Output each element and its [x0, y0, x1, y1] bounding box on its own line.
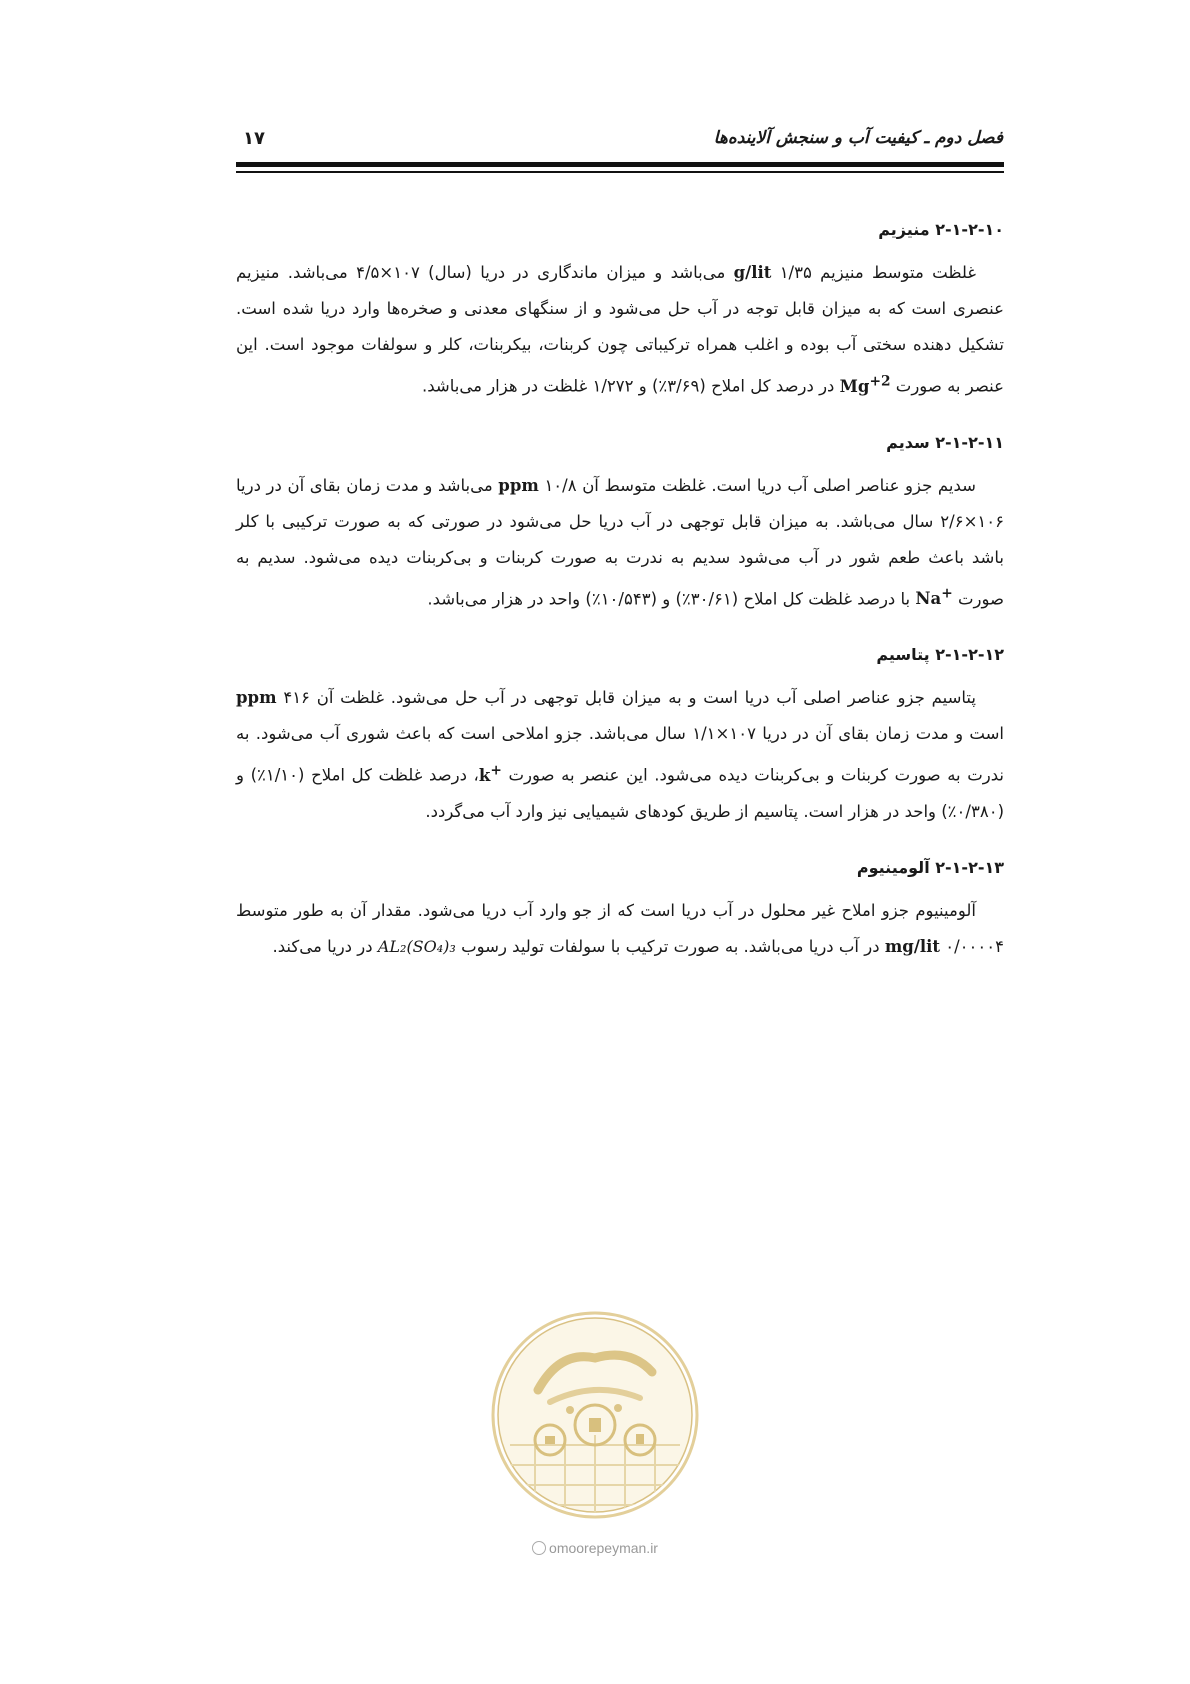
ion-charge: +	[941, 585, 953, 602]
unit-label: ppm	[498, 475, 539, 495]
text-run: با درصد غلظت کل املاح (۳۰/۶۱٪) و (۱۰/۵۴۳٪) واحد در هزار می‌باشد.	[427, 589, 916, 608]
ion-symbol: k	[478, 765, 491, 785]
website-url[interactable]	[480, 1540, 710, 1556]
section-heading-aluminium: ۲-۱-۲-۱۳ آلومینیوم	[856, 857, 1004, 877]
unit-label: ppm	[236, 688, 277, 707]
text-run: در دریا می‌کند.	[272, 936, 378, 956]
body-content	[236, 190, 1004, 965]
section-heading-magnesium: ۲-۱-۲-۱۰ منیزیم	[878, 220, 1004, 239]
paragraph-potassium	[236, 680, 1004, 830]
header-rule-thick	[236, 162, 1004, 167]
text-run: ۴۱۶ است و مدت زمان بقای آن در دریا ۱۰۷×۱/۱ سال می‌باشد. جزو املاحی است که باعث شوری آب می‌شود. به ندرت به صورت کربنات و بی‌کربنات دیده می‌شود. این عنصر به صورت	[236, 688, 1005, 785]
paragraph-aluminium	[236, 893, 1004, 965]
globe-icon	[532, 1541, 546, 1555]
website-url-text: omoorepeyman.ir	[549, 1540, 658, 1556]
ion-charge: +2	[869, 373, 891, 389]
text-run: آلومینیوم جزو املاح غیر محلول در آب دریا است که از جو وارد آب دریا می‌شود. مقدار آن به طور متوسط	[236, 900, 976, 920]
paragraph-sodium	[236, 468, 1004, 618]
paragraph-magnesium	[236, 255, 1004, 405]
ion-charge: +	[490, 762, 502, 778]
ion-formula	[915, 585, 953, 608]
watermark-seal-icon	[490, 1310, 700, 1520]
text-run: سدیم جزو عناصر اصلی آب دریا است. غلظت متوسط آن	[576, 475, 976, 495]
chemical-formula: AL₂(SO₄)₃	[377, 936, 456, 956]
ion-symbol: Na	[915, 589, 942, 608]
section-heading-potassium: ۲-۱-۲-۱۲ پتاسیم	[876, 645, 1004, 664]
section-heading-sodium: ۲-۱-۲-۱۱ سدیم	[886, 432, 1004, 452]
ion-symbol: Mg	[839, 376, 870, 396]
chapter-title: فصل دوم ـ کیفیت آب و سنجش آلاینده‌ها	[713, 128, 1003, 148]
text-run: پتاسیم جزو عناصر اصلی آب دریا است و به میزان قابل توجهی در آب حل می‌شود. غلظت آن	[309, 688, 976, 707]
text-run: ، درصد غلظت کل املاح (۱/۱۰٪) و (۰/۳۸۰٪) واحد در هزار است. پتاسیم از طریق کودهای شیمیایی نیز وارد آب می‌گردد.	[236, 765, 1004, 821]
header-rule-thin	[236, 171, 1004, 173]
text-run: ۱۰/۸ می‌باشد و مدت زمان بقای آن در دریا ۱۰۶×۲/۶ سال می‌باشد. به میزان قابل توجهی در آب دریا حل می‌شود در صورتی که به صورت ترکیبی با کلر باشد باعث طعم شور در آب می‌شود سدیم به ندرت به صورت کربنات و بی‌کربنات دیده می‌شود. سدیم به صورت	[236, 475, 1004, 608]
page-number: ۱۷	[243, 128, 265, 149]
text-run: ۰/۰۰۰۰۴ در آب دریا می‌باشد. به صورت ترکیب با سولفات تولید رسوب	[455, 936, 1004, 956]
running-head	[233, 120, 1003, 160]
text-run: در درصد کل املاح (۳/۶۹٪) و ۱/۲۷۲ غلظت در هزار می‌باشد.	[422, 376, 840, 396]
text-run: غلظت متوسط منیزیم	[811, 263, 976, 282]
text-run: ۱/۳۵ می‌باشد و میزان ماندگاری در دریا (سال) ۱۰۷×۴/۵ می‌باشد. منیزیم عنصری است که به میزان قابل توجه در آب حل می‌شود و از سنگهای معدنی و صخره‌ها وارد دریا شده است. تشکیل دهنده سختی آب بوده و اغلب همراه ترکیباتی چون کربنات، بیکربنات، کلر و سولفات موجود است. این عنصر به صورت	[236, 263, 1004, 396]
unit-label: mg/lit	[884, 936, 941, 956]
ion-formula	[839, 373, 891, 396]
unit-label: g/lit	[733, 263, 772, 282]
ion-formula	[478, 762, 502, 785]
